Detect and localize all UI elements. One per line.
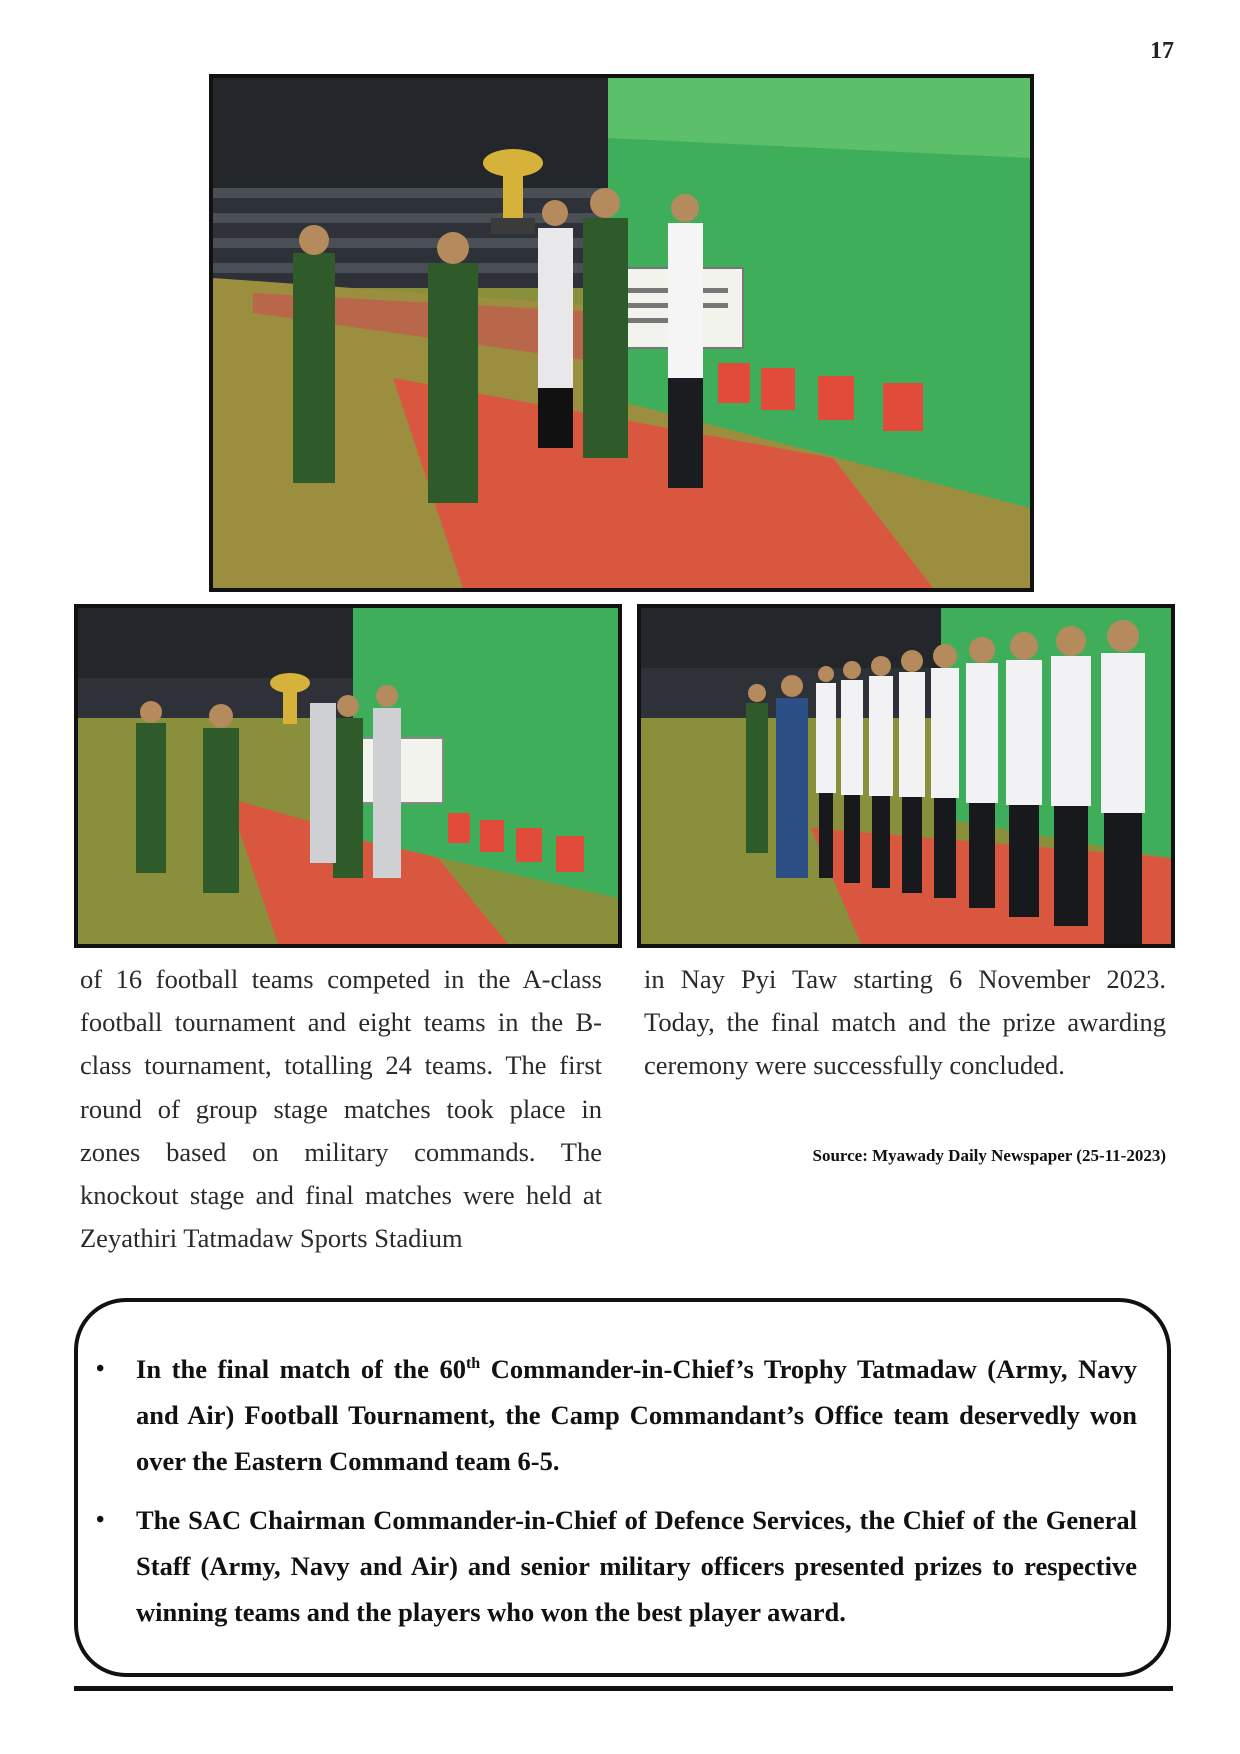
highlight-text: Commander-in-Chief’s Trophy Tatmadaw (Army, Navy and Air) Football Tournament, the Camp Commandant’s Office team deservedly won over the Eastern Command team 6-5.	[136, 1354, 1137, 1476]
article-right-column: in Nay Pyi Taw starting 6 November 2023. Today, the final match and the prize awarding ceremony were successfully concluded.	[644, 964, 1166, 1081]
medal-ceremony-photo	[637, 604, 1175, 948]
trophy-presentation-photo	[209, 74, 1034, 592]
bullet-icon: •	[96, 1507, 105, 1533]
trophy-presentation-image	[213, 78, 1030, 588]
page-number: 17	[1150, 38, 1174, 64]
trophy-handover-image	[78, 608, 618, 944]
highlight-item	[96, 1346, 1137, 1484]
ordinal-suffix: th	[465, 1355, 481, 1373]
trophy-handover-photo	[74, 604, 622, 948]
bullet-icon: •	[96, 1356, 105, 1382]
highlights-box	[74, 1298, 1171, 1677]
article-left-column: of 16 football teams competed in the A-class football tournament and eight teams in the B-class tournament, totalling 24 teams. The first round of group stage matches took place in zones based on military commands. The knockout stage and final matches were held at Zeyathiri Tatmadaw Sports Stadium	[80, 964, 602, 1254]
highlight-text: The SAC Chairman Commander-in-Chief of Defence Services, the Chief of the General Staff (Army, Navy and Air) and senior military officers presented prizes to respective winning teams and the players who won the best player award.	[136, 1505, 1137, 1627]
bottom-rule	[74, 1686, 1173, 1691]
highlights-list	[96, 1346, 1137, 1648]
medal-ceremony-image	[641, 608, 1171, 944]
source-citation: Source: Myawady Daily Newspaper (25-11-2023)	[812, 1146, 1166, 1165]
highlight-text: In the final match of the 60	[136, 1354, 466, 1384]
highlight-item	[96, 1497, 1137, 1635]
